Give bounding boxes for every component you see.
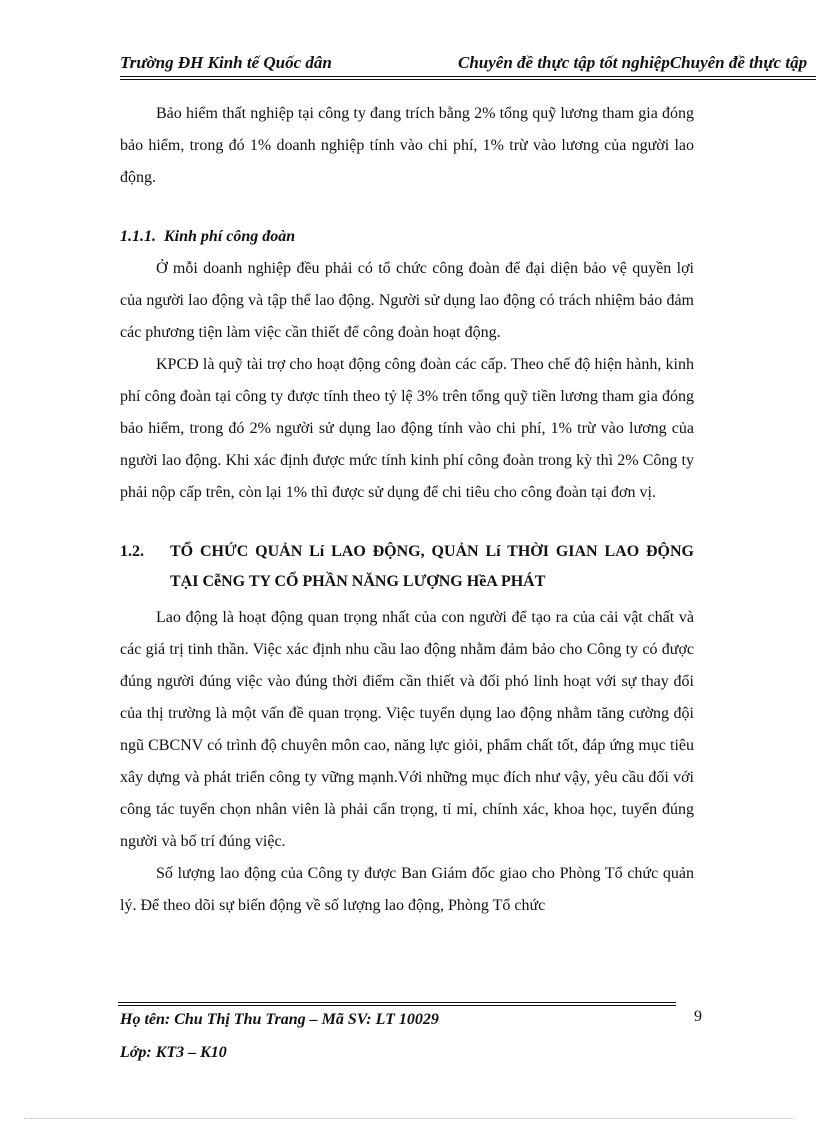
footer-student-name: Họ tên: Chu Thị Thu Trang – Mã SV: LT 10029 bbox=[120, 1011, 439, 1028]
document-body bbox=[120, 98, 694, 922]
paragraph-labour-count: Số lượng lao động của Công ty được Ban Giám đốc giao cho Phòng Tổ chức quản lý. Để theo dõi sự biến động về số lượng lao động, Phòng Tổ chức bbox=[120, 865, 694, 914]
header-rule bbox=[120, 76, 816, 80]
footer-class: Lớp: KT3 – K10 bbox=[120, 1044, 227, 1061]
paragraph-trade-union: Ở mỗi doanh nghiệp đều phải có tổ chức công đoàn để đại diện bảo vệ quyền lợi của người lao động và tập thể lao động. Người sử dụng lao động có trách nhiệm bảo đảm các phương tiện làm việc cần thiết để công đoàn hoạt động. bbox=[120, 260, 694, 341]
spacer bbox=[120, 194, 694, 221]
page-header bbox=[120, 50, 816, 80]
subsection-title: Kinh phí công đoàn bbox=[164, 228, 296, 245]
section-number: 1.2. bbox=[120, 543, 144, 560]
paragraph-union-fund: KPCĐ là quỹ tài trợ cho hoạt động công đoàn các cấp. Theo chế độ hiện hành, kinh phí công đoàn tại công ty được tính theo tỷ lệ 3% trên tổng quỹ tiền lương tham gia đóng bảo hiểm, trong đó 2% người sử dụng lao động tính vào chi phí, 1% trừ vào lương của người lao động. Khi xác định được mức tính kinh phí công đoàn trong kỳ thì 2% Công ty phải nộp cấp trên, còn lại 1% thì được sử dụng để chi tiêu cho công đoàn tại đơn vị. bbox=[120, 356, 694, 501]
section-title: TỔ CHỨC QUẢN Lí LAO ĐỘNG, QUẢN Lí THỜI GIAN LAO ĐỘNG TẠI CễNG TY CỔ PHẦN NĂNG LƯỢNG HềA PHÁT bbox=[170, 543, 694, 590]
subsection-heading bbox=[120, 221, 694, 253]
paragraph-labour: Lao động là hoạt động quan trọng nhất của con người để tạo ra của cải vật chất và các giá trị tinh thần. Việc xác định nhu cầu lao động nhằm đảm bảo cho Công ty có được đúng người đúng việc vào đúng thời điểm cần thiết và đối phó linh hoạt với sự thay đổi của thị trường là một vấn đề quan trọng. Việc tuyển dụng lao động nhằm tăng cường đội ngũ CBCNV có trình độ chuyên môn cao, năng lực giỏi, phẩm chất tốt, đáp ứng mục tiêu xây dựng và phát triển công ty vững mạnh.Với những mục đích như vậy, yêu cầu đối với công tác tuyển chọn nhân viên là phải cẩn trọng, tỉ mỉ, chính xác, khoa học, tuyển đúng người và bố trí đúng việc. bbox=[120, 609, 694, 850]
subsection-number: 1.1.1. bbox=[120, 228, 156, 245]
page-bottom-border bbox=[24, 1118, 794, 1119]
spacer bbox=[120, 509, 694, 537]
page-number: 9 bbox=[694, 1008, 702, 1025]
section-heading bbox=[120, 537, 694, 597]
header-university: Trường ĐH Kinh tế Quốc dân bbox=[120, 53, 332, 72]
footer-rule bbox=[118, 1002, 676, 1006]
paragraph-unemployment-insurance: Bảo hiểm thất nghiệp tại công ty đang trích bằng 2% tổng quỹ lương tham gia đóng bảo hiểm, trong đó 1% doanh nghiệp tính vào chi phí, 1% trừ vào lương của người lao động. bbox=[120, 105, 694, 186]
header-report-title: Chuyên đề thực tập tốt nghiệpChuyên đề thực tập bbox=[458, 53, 808, 72]
